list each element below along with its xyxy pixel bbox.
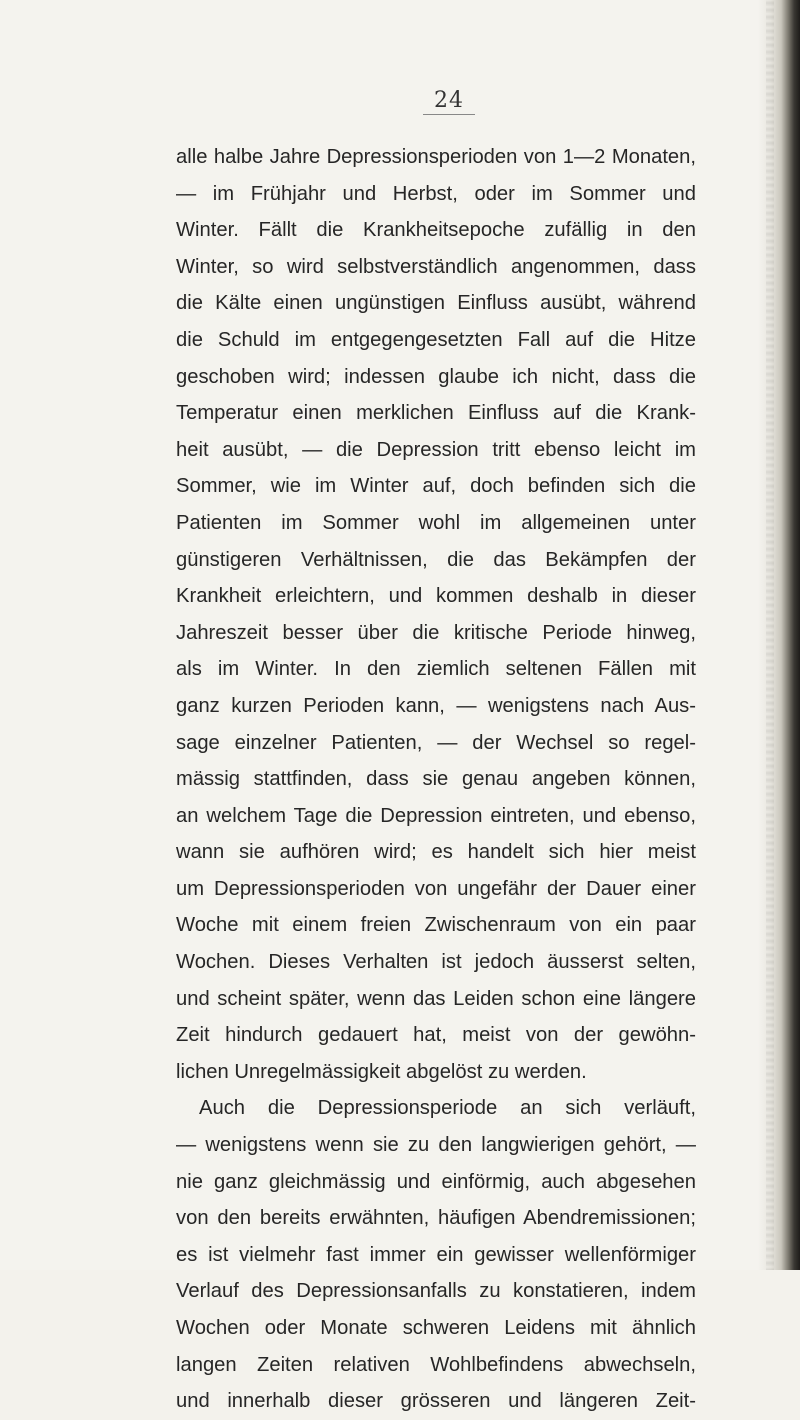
text-line: Sommer, wie im Winter auf, doch befinden sich die xyxy=(176,475,696,498)
text-line: nie ganz gleichmässig und einförmig, auch abgesehen xyxy=(176,1170,696,1193)
text-line: günstigeren Verhältnissen, die das Bekämpfen der xyxy=(176,548,696,571)
text-line: es ist vielmehr fast immer ein gewisser wellenförmiger xyxy=(176,1243,696,1266)
text-line: als im Winter. In den ziemlich seltenen Fällen mit xyxy=(176,658,696,681)
text-line: an welchem Tage die Depression eintreten, und ebenso, xyxy=(176,804,696,827)
text-line: und scheint später, wenn das Leiden schon eine längere xyxy=(176,987,696,1010)
text-line: sage einzelner Patienten, — der Wechsel so regel- xyxy=(176,731,696,754)
text-line: Jahreszeit besser über die kritische Periode hinweg, xyxy=(176,621,696,644)
text-line: langen Zeiten relativen Wohlbefindens abwechseln, xyxy=(176,1353,696,1376)
text-line: Winter. Fällt die Krankheitsepoche zufällig in den xyxy=(176,219,696,242)
page-number: 24 xyxy=(0,88,800,115)
text-line: — im Frühjahr und Herbst, oder im Sommer und xyxy=(176,182,696,205)
text-line: Wochen. Dieses Verhalten ist jedoch äusserst selten, xyxy=(176,951,696,974)
body-text xyxy=(176,139,696,1420)
text-line: heit ausübt, — die Depression tritt ebenso leicht im xyxy=(176,438,696,461)
text-line: von den bereits erwähnten, häufigen Abendremissionen; xyxy=(176,1207,696,1230)
paragraph-end-line: lichen Unregelmässigkeit abgelöst zu werden. xyxy=(176,1060,587,1083)
text-line: — wenigstens wenn sie zu den langwierigen gehört, — xyxy=(176,1134,696,1157)
text-line: Patienten im Sommer wohl im allgemeinen unter xyxy=(176,511,696,534)
page-edge-texture xyxy=(766,0,774,1270)
text-line: Zeit hindurch gedauert hat, meist von der gewöhn- xyxy=(176,1024,696,1047)
text-line: Woche mit einem freien Zwischenraum von ein paar xyxy=(176,914,696,937)
text-line: alle halbe Jahre Depressionsperioden von 1—2 Monaten, xyxy=(176,146,696,168)
text-line: die Kälte einen ungünstigen Einfluss ausübt, während xyxy=(176,292,696,315)
text-line: Winter, so wird selbstverständlich angenommen, dass xyxy=(176,255,696,278)
text-line: Wochen oder Monate schweren Leidens mit ähnlich xyxy=(176,1317,696,1339)
text-line: Krankheit erleichtern, und kommen deshalb in dieser xyxy=(176,585,696,608)
text-line: Verlauf des Depressionsanfalls zu konstatieren, indem xyxy=(176,1280,696,1303)
text-line: die Schuld im entgegengesetzten Fall auf die Hitze xyxy=(176,328,696,351)
text-line: ganz kurzen Perioden kann, — wenigstens nach Aus- xyxy=(176,694,696,717)
text-line: wann sie aufhören wird; es handelt sich hier meist xyxy=(176,841,696,864)
paragraph-start-line: Auch die Depressionsperiode an sich verläuft, xyxy=(199,1097,696,1120)
page-edge-shadow xyxy=(758,0,800,1270)
text-line: geschoben wird; indessen glaube ich nicht, dass die xyxy=(176,365,696,388)
text-line: mässig stattfinden, dass sie genau angeben können, xyxy=(176,768,696,791)
text-line: Temperatur einen merklichen Einfluss auf die Krank- xyxy=(176,402,696,425)
text-line: um Depressionsperioden von ungefähr der Dauer einer xyxy=(176,877,696,900)
text-line: und innerhalb dieser grösseren und längeren Zeit- xyxy=(176,1390,696,1413)
